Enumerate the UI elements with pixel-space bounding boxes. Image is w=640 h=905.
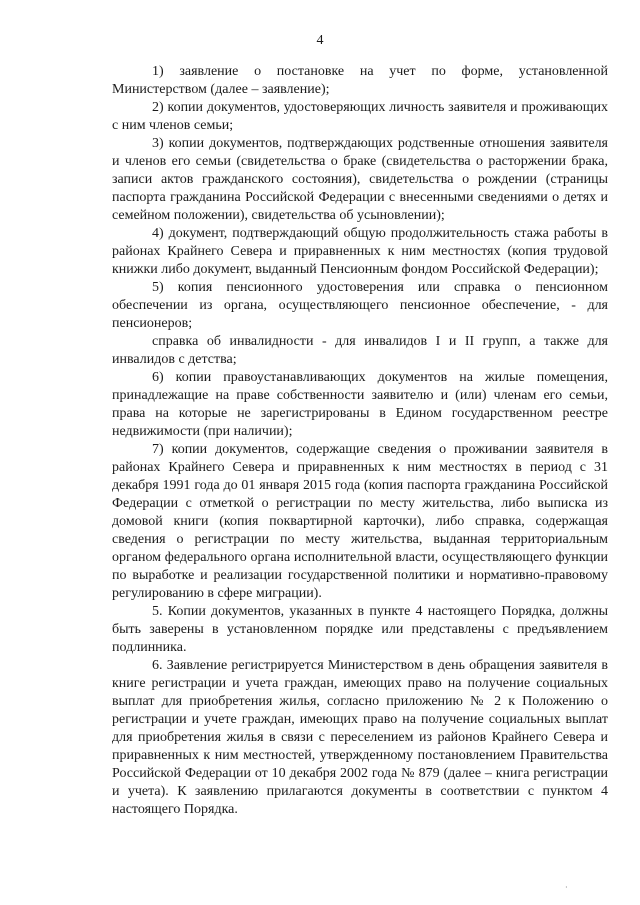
paragraph-item-6: 6) копии правоустанавливающих документов на жилые помещения, принадлежащие на праве собственности заявителю и (или) членам его семьи, права на которые не зарегистрированы в Едином государственном реестре недвижимости (при наличии); <box>112 370 608 439</box>
paragraph-item-4: 4) документ, подтверждающий общую продолжительность стажа работы в районах Крайнего Севера и приравненных к ним местностях (копия трудовой книжки либо документ, выданный Пенсионным фондом Российской Федерации); <box>112 226 608 277</box>
paragraph-item-3: 3) копии документов, подтверждающих родственные отношения заявителя и членов его семьи (свидетельства о браке (свидетельства о расторжении брака, записи актов гражданского состояния), свидетельства о рождении (страницы паспорта гражданина Российской Федерации с внесенными сведениями о детях и семейном положении), свидетельства об усыновлении); <box>112 136 608 223</box>
paragraph-item-5: 5) копия пенсионного удостоверения или справка о пенсионном обеспечении из органа, осуществляющего пенсионное обеспечение, - для пенсионеров; <box>112 280 608 331</box>
paragraph-clause-5: 5. Копии документов, указанных в пункте 4 настоящего Порядка, должны быть заверены в установленном порядке или представлены с предъявлением подлинника. <box>112 604 608 655</box>
page-corner-mark: · <box>565 883 568 892</box>
paragraph-item-1: 1) заявление о постановке на учет по форме, установленной Министерством (далее – заявление); <box>112 64 608 97</box>
paragraph-item-7: 7) копии документов, содержащие сведения о проживании заявителя в районах Крайнего Севера и приравненных к ним местностях в период с 31 декабря 1991 года до 01 января 2015 года (копия паспорта гражданина Российской Федерации с отметкой о регистрации по месту жительства, либо выписка из домовой книги (копия поквартирной карточки), либо справка, содержащая сведения о регистрации по месту жительства, выданная территориальным органом федерального органа исполнительной власти, осуществляющего функции по выработке и реализации государственной политики и нормативно-правовому регулированию в сфере миграции). <box>112 442 608 601</box>
paragraph-item-2: 2) копии документов, удостоверяющих личность заявителя и проживающих с ним членов семьи; <box>112 100 608 133</box>
paragraph-disability-certificate: справка об инвалидности - для инвалидов I и II групп, а также для инвалидов с детства; <box>112 334 608 367</box>
paragraph-clause-6: 6. Заявление регистрируется Министерством в день обращения заявителя в книге регистрации и учета граждан, имеющих право на получение социальных выплат для приобретения жилья, согласно приложению № 2 к Положению о регистрации и учете граждан, имеющих право на получение социальных выплат для приобретения жилья в связи с переселением из районов Крайнего Севера и приравненных к ним местностей, утвержденному постановлением Правительства Российской Федерации от 10 декабря 2002 года № 879 (далее – книга регистрации и учета). К заявлению прилагаются документы в соответствии с пунктом 4 настоящего Порядка. <box>112 658 608 817</box>
document-body <box>112 63 608 819</box>
page-number: 4 <box>316 33 324 48</box>
